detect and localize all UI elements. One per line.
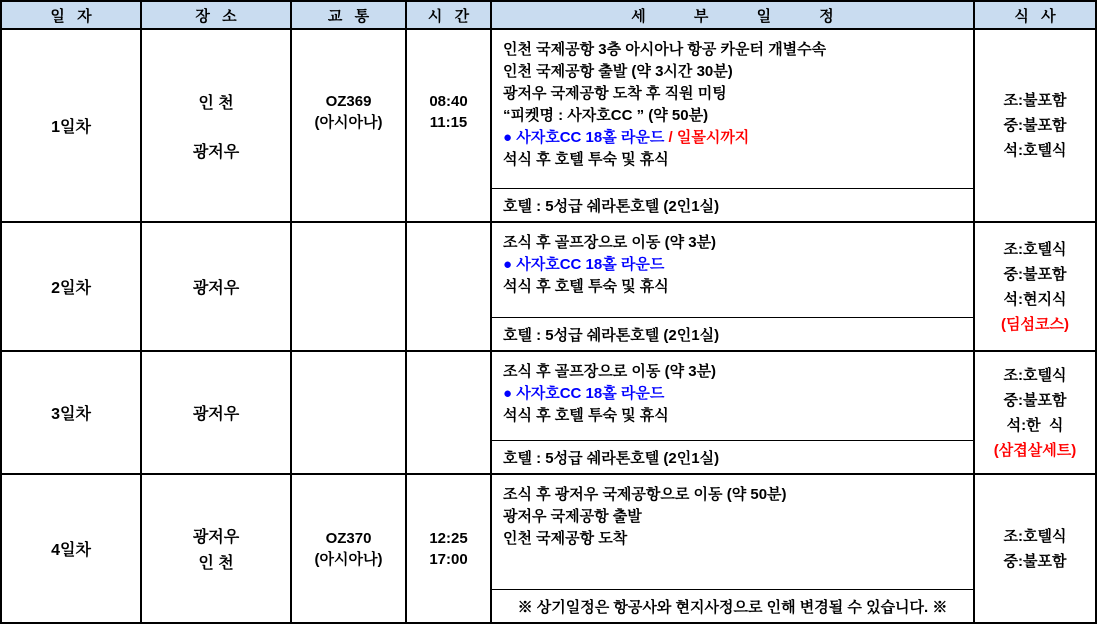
day4-place-cell xyxy=(142,475,292,622)
day2-hotel-row: 호텔 : 5성급 쉐라톤호텔 (2인1실) xyxy=(492,317,973,350)
day4-place-from: 광저우 xyxy=(192,529,240,546)
header-time: 시 간 xyxy=(407,2,492,28)
day4-label: 4일차 xyxy=(51,542,91,559)
schedule-line: 조식 후 골프장으로 이동 (약 3분) xyxy=(503,363,717,380)
day3-place: 광저우 xyxy=(192,406,240,423)
header-place: 장 소 xyxy=(142,2,292,28)
meal-dinner: 석:현지식 xyxy=(1003,290,1067,308)
day-row-1 xyxy=(2,30,1095,223)
day3-transport-cell xyxy=(292,352,407,473)
day3-meal-cell xyxy=(975,352,1095,473)
schedule-line-golf: ● 사자호CC 18홀 라운드 xyxy=(503,385,665,402)
meal-lunch: 중:불포함 xyxy=(1003,391,1067,409)
day1-airline: (아시아나) xyxy=(314,113,383,131)
schedule-line: 인천 국제공항 3층 아시아나 항공 카운터 개별수속 xyxy=(503,41,827,58)
schedule-line-golf: ● 사자호CC 18홀 라운드 xyxy=(503,256,665,273)
golf-round-text: ● 사자호CC 18홀 라운드 xyxy=(503,129,665,146)
day1-place-cell xyxy=(142,30,292,221)
day-row-2 xyxy=(2,223,1095,352)
schedule-line: 광저우 국제공항 도착 후 직원 미팅 xyxy=(503,85,727,102)
day1-transport-cell xyxy=(292,30,407,221)
day4-place-to: 인 천 xyxy=(198,555,234,572)
header-date: 일 자 xyxy=(2,2,142,28)
table-header-row xyxy=(2,2,1095,30)
day2-meal-cell xyxy=(975,223,1095,350)
meal-lunch: 중:불포함 xyxy=(1003,265,1067,283)
golf-until-sunset-text: / 일몰시까지 xyxy=(664,129,750,146)
day1-place-from: 인 천 xyxy=(198,94,234,112)
day1-date-cell xyxy=(2,30,142,221)
day2-label: 2일차 xyxy=(51,280,91,297)
schedule-line-golf xyxy=(503,127,963,149)
day1-place-to: 광저우 xyxy=(192,143,240,161)
day2-schedule-cell xyxy=(492,223,975,350)
day2-time-cell xyxy=(407,223,492,350)
schedule-line: “피켓명 : 사자호CC ” (약 50분) xyxy=(503,107,709,124)
day4-schedule-detail xyxy=(492,475,973,589)
day1-schedule-cell xyxy=(492,30,975,221)
meal-breakfast: 조:불포함 xyxy=(1003,92,1067,109)
day-row-4 xyxy=(2,475,1095,622)
day1-schedule-detail xyxy=(492,30,973,188)
schedule-line: 광저우 국제공항 출발 xyxy=(503,508,642,525)
day1-flight-number: OZ369 xyxy=(325,92,372,110)
meal-breakfast: 조:호텔식 xyxy=(1003,527,1067,545)
day1-hotel-row: 호텔 : 5성급 쉐라톤호텔 (2인1실) xyxy=(492,188,973,221)
day2-place: 광저우 xyxy=(192,280,240,297)
meal-lunch: 중:불포함 xyxy=(1003,117,1067,134)
day3-date-cell xyxy=(2,352,142,473)
day2-date-cell xyxy=(2,223,142,350)
header-meal: 식 사 xyxy=(1014,7,1056,25)
day1-label: 1일차 xyxy=(51,119,91,136)
schedule-line: 인천 국제공항 도착 xyxy=(503,530,628,547)
schedule-line: 조식 후 광저우 국제공항으로 이동 (약 50분) xyxy=(503,486,787,503)
day1-time-cell xyxy=(407,30,492,221)
schedule-line: 석식 후 호텔 투숙 및 휴식 xyxy=(503,151,669,168)
day3-label: 3일차 xyxy=(51,406,91,423)
day1-depart-time: 08:40 xyxy=(429,92,468,110)
day4-airline: (아시아나) xyxy=(314,550,383,568)
day2-schedule-detail xyxy=(492,223,973,317)
meal-note: (삼겹살세트) xyxy=(993,441,1077,459)
day-row-3 xyxy=(2,352,1095,475)
header-transport: 교 통 xyxy=(292,2,407,28)
day4-arrive-time: 17:00 xyxy=(429,550,468,568)
schedule-line: 석식 후 호텔 투숙 및 휴식 xyxy=(503,407,669,424)
day4-time-cell xyxy=(407,475,492,622)
day4-depart-time: 12:25 xyxy=(429,529,468,547)
day4-transport-cell xyxy=(292,475,407,622)
day2-place-cell xyxy=(142,223,292,350)
day1-meal-cell xyxy=(975,30,1095,221)
meal-lunch: 중:불포함 xyxy=(1003,552,1067,570)
schedule-line: 석식 후 호텔 투숙 및 휴식 xyxy=(503,278,669,295)
day3-schedule-detail xyxy=(492,352,973,440)
meal-breakfast: 조:호텔식 xyxy=(1003,366,1067,384)
day1-arrive-time: 11:15 xyxy=(429,113,468,131)
day3-hotel-row: 호텔 : 5성급 쉐라톤호텔 (2인1실) xyxy=(492,440,973,473)
meal-dinner: 석:한 식 xyxy=(1006,416,1064,434)
day3-time-cell xyxy=(407,352,492,473)
day2-transport-cell xyxy=(292,223,407,350)
day3-place-cell xyxy=(142,352,292,473)
meal-breakfast: 조:호텔식 xyxy=(1003,240,1067,258)
schedule-change-notice: ※ 상기일정은 항공사와 현지사정으로 인해 변경될 수 있습니다. ※ xyxy=(492,589,973,622)
day4-meal-cell xyxy=(975,475,1095,622)
day4-schedule-cell xyxy=(492,475,975,622)
meal-dinner: 석:호텔식 xyxy=(1003,142,1067,159)
day4-date-cell xyxy=(2,475,142,622)
schedule-line: 인천 국제공항 출발 (약 3시간 30분) xyxy=(503,63,733,80)
day3-schedule-cell xyxy=(492,352,975,473)
day4-flight-number: OZ370 xyxy=(325,529,372,547)
meal-note: (딤섬코스) xyxy=(1001,315,1069,333)
header-schedule: 세 부 일 정 xyxy=(492,2,975,28)
schedule-line: 조식 후 골프장으로 이동 (약 3분) xyxy=(503,234,717,251)
